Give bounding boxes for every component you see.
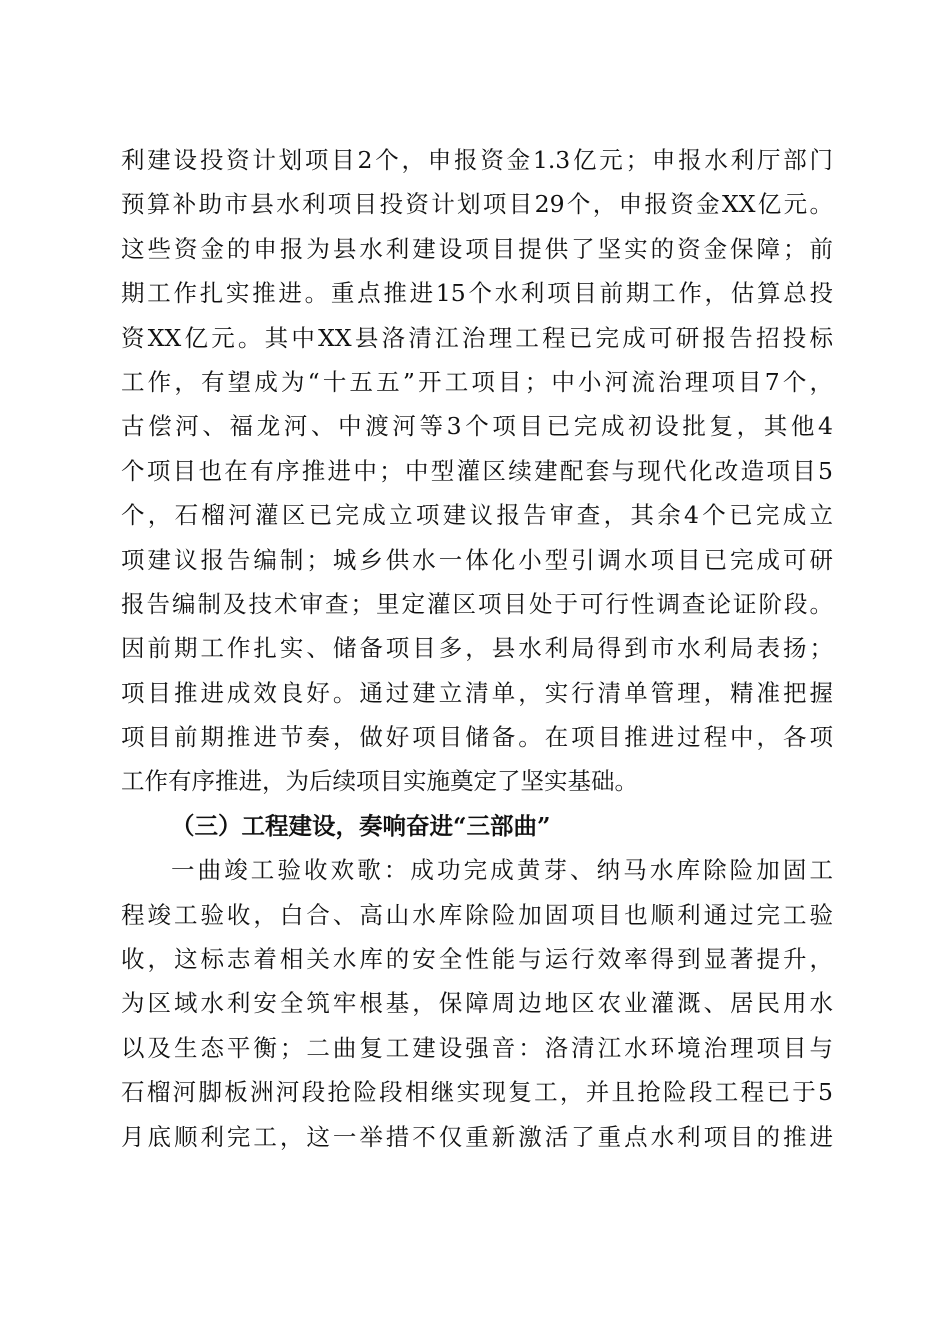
text-line: 个项目也在有序推进中；中型灌区续建配套与现代化改造项目5 xyxy=(121,456,833,485)
text-line: 程竣工验收，白合、高山水库除险加固项目也顺利通过完工验 xyxy=(121,900,833,929)
text-line: 石榴河脚板洲河段抢险段相继实现复工，并且抢险段工程已于5 xyxy=(121,1078,833,1107)
text-line: 项目推进成效良好。通过建立清单，实行清单管理，精准把握 xyxy=(121,678,833,707)
text-line: 项建议报告编制；城乡供水一体化小型引调水项目已完成可研 xyxy=(121,545,833,574)
text-line: 工作，有望成为“十五五”开工项目；中小河流治理项目7个， xyxy=(121,367,833,396)
text-line: 期工作扎实推进。重点推进15个水利项目前期工作，估算总投 xyxy=(121,279,833,308)
text-line: 月底顺利完工，这一举措不仅重新激活了重点水利项目的推进 xyxy=(121,1122,833,1151)
section-heading: （三）工程建设，奏响奋进“三部曲” xyxy=(171,811,551,840)
text-line: 这些资金的申报为县水利建设项目提供了坚实的资金保障；前 xyxy=(121,234,833,263)
text-line: 报告编制及技术审查；里定灌区项目处于可行性调查论证阶段。 xyxy=(121,589,833,618)
text-line: 工作有序推进，为后续项目实施奠定了坚实基础。 xyxy=(121,767,638,796)
text-line: 一曲竣工验收欢歌：成功完成黄芽、纳马水库除险加固工 xyxy=(171,856,833,885)
text-line: 项目前期推进节奏，做好项目储备。在项目推进过程中，各项 xyxy=(121,723,833,752)
text-line: 利建设投资计划项目2个，申报资金1.3亿元；申报水利厅部门 xyxy=(121,146,833,174)
text-line: 预算补助市县水利项目投资计划项目29个，申报资金XX亿元。 xyxy=(121,190,833,219)
text-line: 古偿河、福龙河、中渡河等3个项目已完成初设批复，其他4 xyxy=(121,412,833,441)
text-line: 因前期工作扎实、储备项目多，县水利局得到市水利局表扬； xyxy=(121,634,833,663)
body-text xyxy=(121,138,833,1159)
text-line: 资XX亿元。其中XX县洛清江治理工程已完成可研报告招投标 xyxy=(121,323,833,352)
text-line: 个，石榴河灌区已完成立项建议报告审查，其余4个已完成立 xyxy=(121,501,833,530)
text-line: 以及生态平衡；二曲复工建设强音：洛清江水环境治理项目与 xyxy=(121,1033,833,1062)
text-line: 为区域水利安全筑牢根基，保障周边地区农业灌溉、居民用水 xyxy=(121,989,833,1018)
text-line: 收，这标志着相关水库的安全性能与运行效率得到显著提升， xyxy=(121,945,833,974)
